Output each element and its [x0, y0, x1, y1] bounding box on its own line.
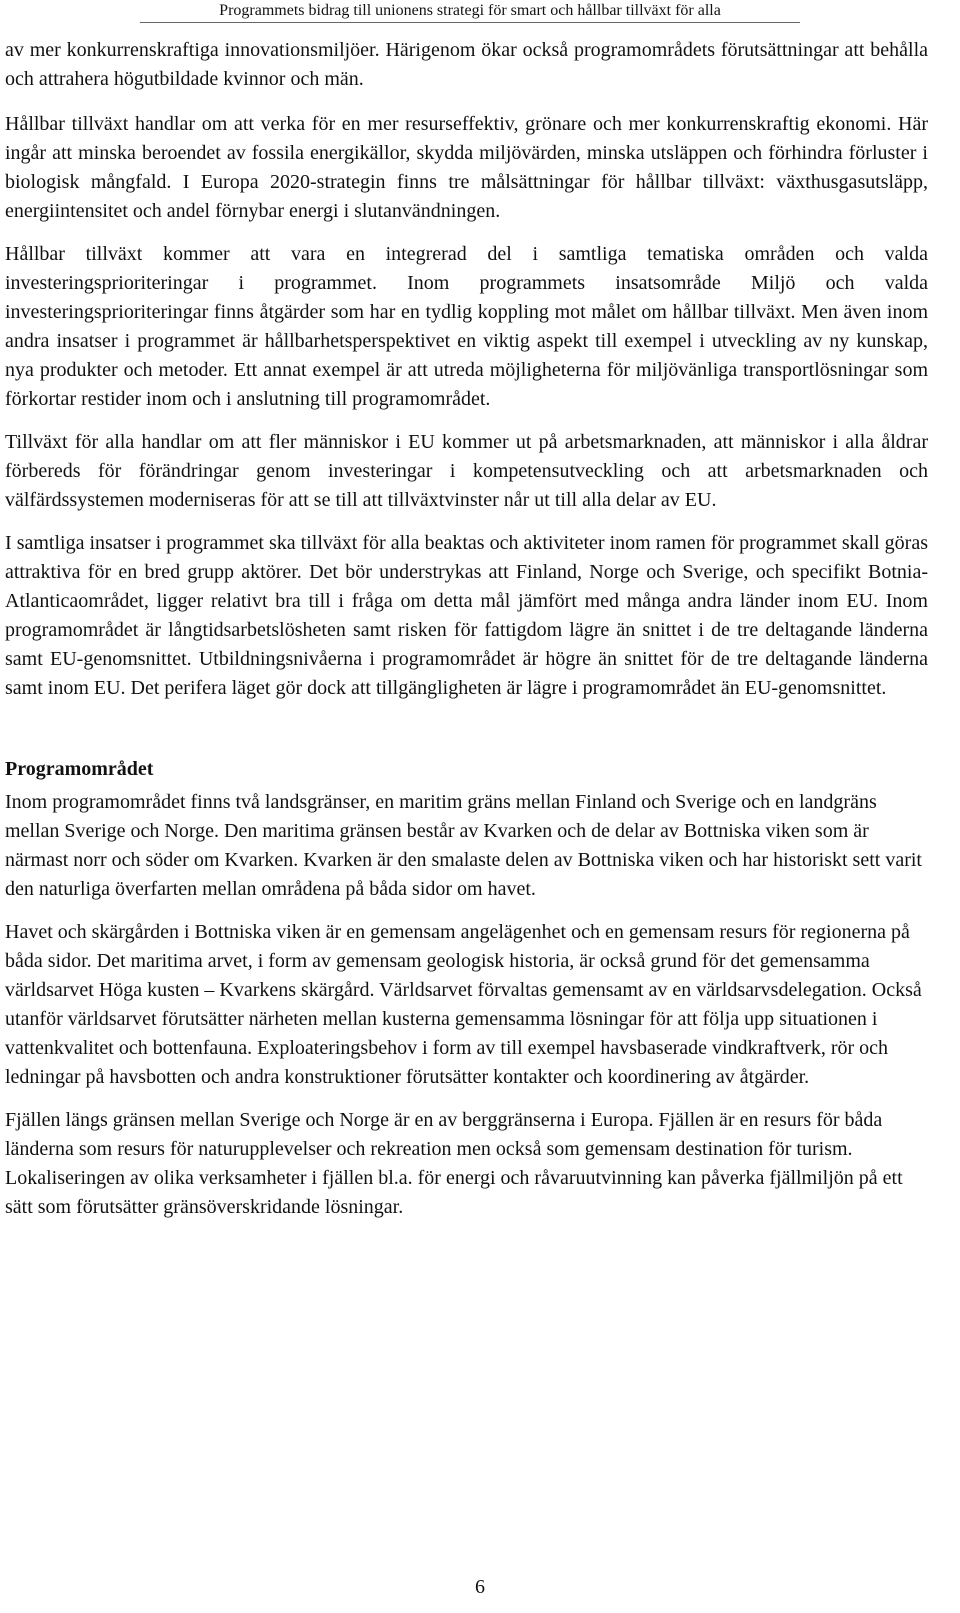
section-heading: Programområdet — [5, 758, 154, 780]
paragraph: I samtliga insatser i programmet ska tillväxt för alla beaktas och aktiviteter inom ramen för programmet skall göras attraktiva för en bred grupp aktörer. Det bör understrykas att Finland, Norge och Sverige, och specifikt Botnia-Atlanticaområdet, ligger relativt bra till i fråga om detta mål jämfört med många andra länder inom EU. Inom programområdet är långtidsarbetslösheten samt risken för fattigdom lägre än snittet i de tre deltagande länderna samt EU-genomsnittet. Utbildningsnivåerna i programområdet är högre än snittet för de tre deltagande länderna samt inom EU. Det perifera läget gör dock att tillgängligheten är lägre i programområdet än EU-genomsnittet. — [5, 532, 928, 699]
page-number: 6 — [475, 1576, 485, 1598]
paragraph: Inom programområdet finns två landsgränser, en maritim gräns mellan Finland och Sverige och en landgräns mellan Sverige och Norge. Den maritima gränsen består av Kvarken och de delar av Bottniska viken som är närmast norr och söder om Kvarken. Kvarken är den smalaste delen av Bottniska viken och har historiskt sett varit den naturliga överfarten mellan områdena på båda sidor om havet. — [5, 791, 922, 900]
paragraph: av mer konkurrenskraftiga innovationsmiljöer. Härigenom ökar också programområdets förutsättningar att behålla och attrahera högutbildade kvinnor och män. — [5, 39, 928, 90]
running-header: Programmets bidrag till unionens strategi för smart och hållbar tillväxt för alla — [140, 0, 800, 23]
paragraph: Havet och skärgården i Bottniska viken är en gemensam angelägenhet och en gemensam resurs för regionerna på båda sidor. Det maritima arvet, i form av gemensam geologisk historia, är också grund för det gemensamma världsarvet Höga kusten – Kvarkens skärgård. Världsarvet förvaltas gemensamt av en världsarvsdelegation. Också utanför världsarvet förutsätter närheten mellan kusterna gemensamma lösningar för att följa upp situationen i vattenkvalitet och bottenfauna. Exploateringsbehov i form av till exempel havsbaserade vindkraftverk, rör och ledningar på havsbotten och andra konstruktioner förutsätter kontakter och koordinering av åtgärder. — [5, 921, 922, 1088]
paragraph: Hållbar tillväxt kommer att vara en integrerad del i samtliga tematiska områden och valda investeringsprioriteringar i programmet. Inom programmets insatsområde Miljö och valda investeringsprioriteringar finns åtgärder som har en tydlig koppling mot målet om hållbar tillväxt. Men även inom andra insatser i programmet är hållbarhetsperspektivet en viktig aspekt till exempel i utveckling av ny kunskap, nya produkter och metoder. Ett annat exempel är att utreda möjligheterna för miljövänliga transportlösningar som förkortar restider inom och i anslutning till programområdet. — [5, 243, 928, 410]
paragraph: Tillväxt för alla handlar om att fler människor i EU kommer ut på arbetsmarknaden, att människor i alla åldrar förbereds för förändringar genom investeringar i kompetensutveckling och att arbetsmarknaden och välfärdssystemen moderniseras för att se till att tillväxtvinster når ut till alla delar av EU. — [5, 431, 928, 511]
paragraph: Hållbar tillväxt handlar om att verka för en mer resurseffektiv, grönare och mer konkurrenskraftig ekonomi. Här ingår att minska beroendet av fossila energikällor, skydda miljövärden, minska utsläppen och förhindra förluster i biologisk mångfald. I Europa 2020-strategin finns tre målsättningar för hållbar tillväxt: växthusgasutsläpp, energiintensitet och andel förnybar energi i slutanvändningen. — [5, 113, 928, 222]
paragraph: Fjällen längs gränsen mellan Sverige och Norge är en av berggränserna i Europa. Fjällen är en resurs för båda länderna som resurs för naturupplevelser och rekreation men också som gemensam destination för turism. Lokaliseringen av olika verksamheter i fjällen bl.a. för energi och råvaruutvinning kan påverka fjällmiljön på ett sätt som förutsätter gränsöverskridande lösningar. — [5, 1109, 903, 1218]
body-text — [5, 36, 928, 1236]
